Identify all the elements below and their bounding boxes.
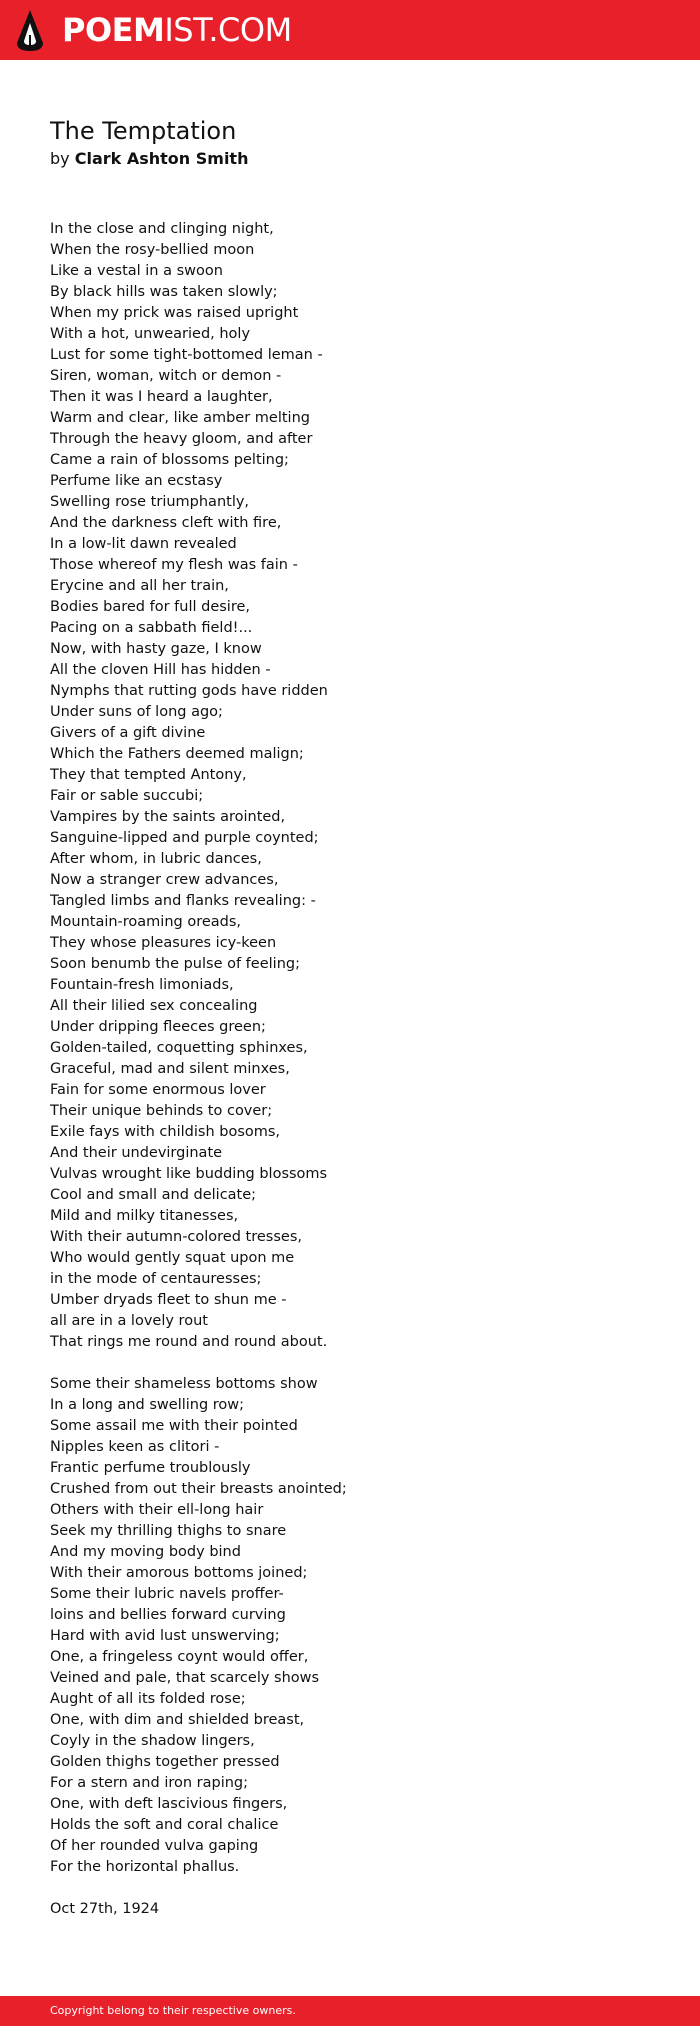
poem-line: All the cloven Hill has hidden - xyxy=(50,662,271,678)
poem-line: Came a rain of blossoms pelting; xyxy=(50,452,289,468)
poem-title: The Temptation xyxy=(50,117,237,145)
poem-line: That rings me round and round about. xyxy=(50,1334,328,1350)
site-logo-link[interactable] xyxy=(62,10,292,50)
brand-light: IST.COM xyxy=(164,11,292,49)
by-label: by xyxy=(50,149,70,168)
poem-line: One, with deft lascivious fingers, xyxy=(50,1796,288,1812)
poem-line: Tangled limbs and flanks revealing: - xyxy=(50,893,316,909)
poem-line: Coyly in the shadow lingers, xyxy=(50,1733,255,1749)
poem-line: Frantic perfume troublously xyxy=(50,1460,251,1476)
poem-line: Under dripping fleeces green; xyxy=(50,1019,266,1035)
poem-line: After whom, in lubric dances, xyxy=(50,851,262,867)
poem-line: Of her rounded vulva gaping xyxy=(50,1838,259,1854)
poem-line: Some their shameless bottoms show xyxy=(50,1376,318,1392)
poem-line: Now a stranger crew advances, xyxy=(50,872,279,888)
site-footer xyxy=(0,1996,700,2026)
poem-line: When my prick was raised upright xyxy=(50,305,299,321)
poem-line: By black hills was taken slowly; xyxy=(50,284,278,300)
poem-line: Cool and small and delicate; xyxy=(50,1187,257,1203)
poem-line: Golden thighs together pressed xyxy=(50,1754,280,1770)
poem-line: Lust for some tight-bottomed leman - xyxy=(50,347,323,363)
poem-line: Swelling rose triumphantly, xyxy=(50,494,250,510)
poem-line: Who would gently squat upon me xyxy=(50,1250,295,1266)
poem-line: Now, with hasty gaze, I know xyxy=(50,641,262,657)
poem-line: And the darkness cleft with fire, xyxy=(50,515,282,531)
poem-line: Mild and milky titanesses, xyxy=(50,1208,239,1224)
poem-line: Erycine and all her train, xyxy=(50,578,229,594)
pen-nib-icon[interactable] xyxy=(17,10,43,51)
poem-line: One, with dim and shielded breast, xyxy=(50,1712,305,1728)
poem-body xyxy=(50,219,650,1920)
poem-line: Others with their ell-long hair xyxy=(50,1502,264,1518)
poem-line: Fountain-fresh limoniads, xyxy=(50,977,234,993)
poem-line: Siren, woman, witch or demon - xyxy=(50,368,282,384)
poem-line: all are in a lovely rout xyxy=(50,1313,208,1329)
brand-bold: POEM xyxy=(62,11,165,49)
poem-line: Aught of all its folded rose; xyxy=(50,1691,246,1707)
poem-line: Fair or sable succubi; xyxy=(50,788,204,804)
poem-line: For a stern and iron raping; xyxy=(50,1775,249,1791)
poem-line: Which the Fathers deemed malign; xyxy=(50,746,304,762)
poem-line: Holds the soft and coral chalice xyxy=(50,1817,279,1833)
poem-line: Perfume like an ecstasy xyxy=(50,473,223,489)
poem-line: One, a fringeless coynt would offer, xyxy=(50,1649,309,1665)
poem-line: For the horizontal phallus. xyxy=(50,1859,240,1875)
poem-line: Givers of a gift divine xyxy=(50,725,206,741)
poem-line: All their lilied sex concealing xyxy=(50,998,258,1014)
poem-line: They that tempted Antony, xyxy=(50,767,247,783)
poem-line: When the rosy-bellied moon xyxy=(50,242,255,258)
poem-line: Sanguine-lipped and purple coynted; xyxy=(50,830,319,846)
site-header xyxy=(0,0,700,60)
poem-line: Some their lubric navels proffer- xyxy=(50,1586,284,1602)
poem-line: Some assail me with their pointed xyxy=(50,1418,298,1434)
poem-line: Under suns of long ago; xyxy=(50,704,223,720)
poem-line: Soon benumb the pulse of feeling; xyxy=(50,956,300,972)
stanza-gap xyxy=(50,1878,650,1899)
poem-line: In a low-lit dawn revealed xyxy=(50,536,237,552)
stanza-gap xyxy=(50,1353,650,1374)
poem-line: With their amorous bottoms joined; xyxy=(50,1565,308,1581)
poem-line: Their unique behinds to cover; xyxy=(50,1103,273,1119)
poem-line: In the close and clinging night, xyxy=(50,221,274,237)
poem-line: Hard with avid lust unswerving; xyxy=(50,1628,280,1644)
poem-line: They whose pleasures icy-keen xyxy=(50,935,277,951)
poem-date: Oct 27th, 1924 xyxy=(50,1901,160,1917)
byline xyxy=(50,148,248,170)
poem-line: Mountain-roaming oreads, xyxy=(50,914,242,930)
poem-line: Vampires by the saints arointed, xyxy=(50,809,286,825)
poem-line: Nipples keen as clitori - xyxy=(50,1439,220,1455)
poem-line: Exile fays with childish bosoms, xyxy=(50,1124,281,1140)
poem-line: in the mode of centauresses; xyxy=(50,1271,262,1287)
poem-line: Seek my thrilling thighs to snare xyxy=(50,1523,287,1539)
copyright-text: Copyright belong to their respective owners. xyxy=(50,2004,296,2017)
poem-line: Warm and clear, like amber melting xyxy=(50,410,310,426)
poem-line: Those whereof my flesh was fain - xyxy=(50,557,298,573)
poem-line: Vulvas wrought like budding blossoms xyxy=(50,1166,328,1182)
poem-line: And my moving body bind xyxy=(50,1544,241,1560)
poem-line: Umber dryads fleet to shun me - xyxy=(50,1292,287,1308)
poem-line: And their undevirginate xyxy=(50,1145,223,1161)
poem-line: Fain for some enormous lover xyxy=(50,1082,266,1098)
poem-line: Nymphs that rutting gods have ridden xyxy=(50,683,328,699)
poem-line: In a long and swelling row; xyxy=(50,1397,245,1413)
poem-line: Then it was I heard a laughter, xyxy=(50,389,273,405)
poem-line: loins and bellies forward curving xyxy=(50,1607,286,1623)
poem-line: Graceful, mad and silent minxes, xyxy=(50,1061,290,1077)
poem-line: With their autumn-colored tresses, xyxy=(50,1229,302,1245)
poem-line: Pacing on a sabbath field!... xyxy=(50,620,253,636)
poem-line: With a hot, unwearied, holy xyxy=(50,326,251,342)
poem-line: Bodies bared for full desire, xyxy=(50,599,250,615)
poem-line: Golden-tailed, coquetting sphinxes, xyxy=(50,1040,308,1056)
poem-line: Through the heavy gloom, and after xyxy=(50,431,313,447)
poem-line: Crushed from out their breasts anointed; xyxy=(50,1481,347,1497)
poem-line: Veined and pale, that scarcely shows xyxy=(50,1670,320,1686)
author-link[interactable]: Clark Ashton Smith xyxy=(74,149,249,168)
poem-line: Like a vestal in a swoon xyxy=(50,263,223,279)
